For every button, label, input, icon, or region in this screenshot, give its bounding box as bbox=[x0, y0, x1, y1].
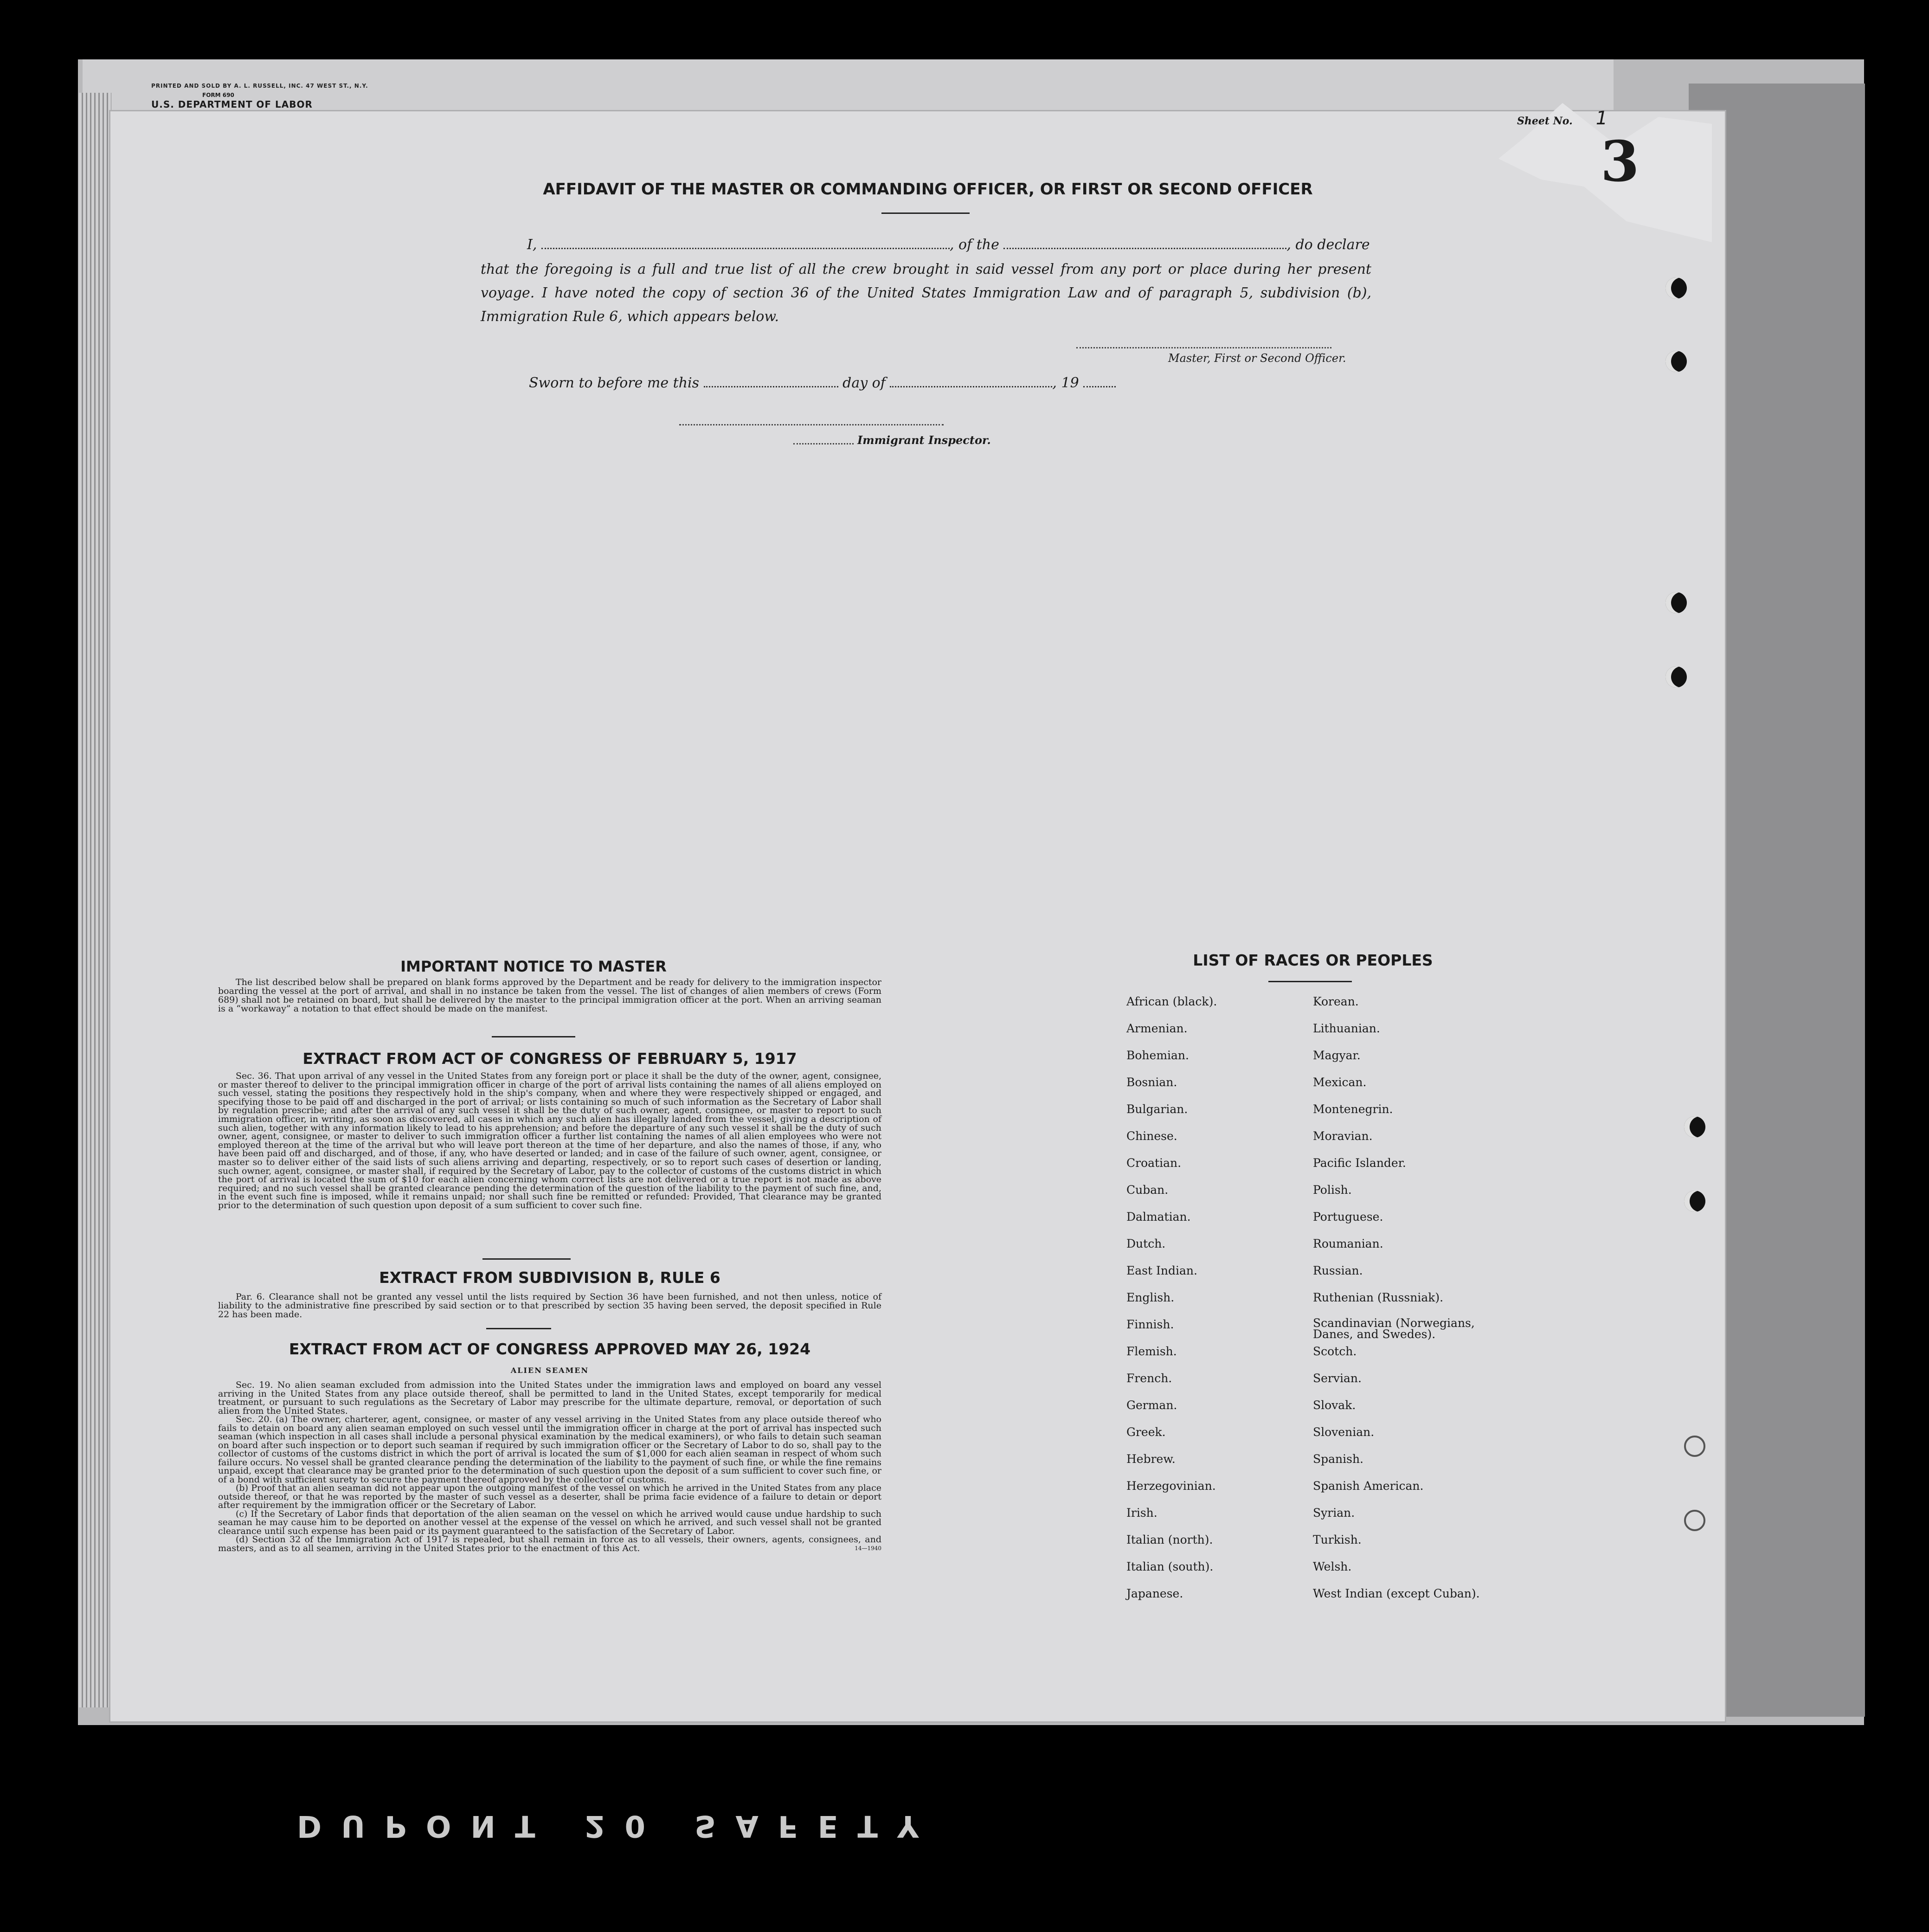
extract1-title: EXTRACT FROM ACT OF CONGRESS OF FEBRUARY 5, 1917 bbox=[302, 1050, 797, 1068]
divider bbox=[881, 213, 970, 214]
race-item: Cuban. bbox=[1126, 1183, 1169, 1197]
sworn-day-field[interactable] bbox=[704, 386, 838, 387]
notice-title: IMPORTANT NOTICE TO MASTER bbox=[400, 958, 667, 975]
extract1-text: Sec. 36. That upon arrival of any vessel in the United States from any foreign port or place it shall be the duty of the owner, agent, consignee, or master thereof to deliver to the principal immigration officer in charge of the port of arrival lists containing the names of all aliens employed on such vessel, stating the positions they respectively hold in the ship's company, when and where they were respectively shipped or engaged, and specifying those to be paid off and discharged in the port of arrival; or lists containing so much of such information as the Secretary of Labor shall by regulation prescribe; and after the arrival of any such vessel it shall be the duty of such owner, agent, consignee, or master to report to such immigration officer, in writing, as soon as discovered, all cases in which any such alien has illegally landed from the vessel, giving a description of such alien, together with any information likely to lead to his apprehension; and before the departure of any such vessel it shall be the duty of such owner, agent, consignee, or master to deliver to such immigration officer a further list containing the names of all alien employees who were not employed thereon at the time of the arrival but who will leave port thereon at the time of her departure, and also the names of those, if any, who have been paid off and discharged, and of those, if any, who have deserted or landed; and in case of the failure of such owner, agent, consignee, or master so to deliver either of the said lists of such aliens arriving and departing, respectively, or so to report such cases of desertion or landing, such owner, agent, consignee, or master shall, if required by the Secretary of Labor, pay to the collector of customs of the customs district in which the port of arrival is located the sum of $10 for each alien concerning whom correct lists are not delivered or a true report is not made as above required; and no such vessel shall be granted clearance pending the determination of the question of the liability to the payment of such fine, and, in the event such fine is imposed, while it remains unpaid; nor shall such fine be remitted or refunded: Provided, That clearance may be granted prior to the determination of such question upon deposit of a sum sufficient to cover such fine. bbox=[218, 1071, 881, 1211]
sheet-value: 1 bbox=[1595, 108, 1608, 129]
extract3-subtitle: ALIEN SEAMEN bbox=[510, 1366, 589, 1375]
race-item: German. bbox=[1126, 1398, 1177, 1412]
race-item: Armenian. bbox=[1126, 1022, 1188, 1035]
race-item: Italian (north). bbox=[1126, 1533, 1213, 1546]
affidavit-declaration-line bbox=[481, 237, 1371, 253]
affidavit-title: AFFIDAVIT OF THE MASTER OR COMMANDING OFFICER, OR FIRST OR SECOND OFFICER bbox=[543, 180, 1313, 199]
race-item: Mexican. bbox=[1313, 1075, 1367, 1089]
race-item: Polish. bbox=[1313, 1183, 1352, 1197]
extract3-title: EXTRACT FROM ACT OF CONGRESS APPROVED MAY 26, 1924 bbox=[289, 1340, 811, 1358]
notice-text: The list described below shall be prepared on blank forms approved by the Department and be ready for delivery to the immigration inspector boarding the vessel at the port of arrival, and shall in no instance be taken from the vessel. The list of changes of alien members of crews (Form 689) shall not be retained on board, but shall be delivered by the master to the principal immigration officer at the port. When an arriving seaman is a “workaway” a notation to that effect should be made on the manifest. bbox=[218, 977, 881, 1014]
race-item: Bosnian. bbox=[1126, 1075, 1177, 1089]
do-declare-label: , do declare bbox=[1286, 237, 1370, 253]
race-item: Irish. bbox=[1126, 1506, 1157, 1520]
race-item: Scandinavian (Norwegians, Danes, and Swedes). bbox=[1313, 1316, 1475, 1341]
divider bbox=[492, 1036, 575, 1037]
sworn-line bbox=[529, 375, 1116, 391]
race-item: Syrian. bbox=[1313, 1506, 1355, 1520]
race-item: French. bbox=[1126, 1372, 1172, 1385]
master-signature-label: Master, First or Second Officer. bbox=[1168, 352, 1346, 365]
race-item: West Indian (except Cuban). bbox=[1313, 1587, 1480, 1600]
divider bbox=[486, 1328, 551, 1329]
of-the-label: , of the bbox=[949, 237, 999, 253]
binder-hole bbox=[1684, 1116, 1705, 1138]
binder-hole bbox=[1665, 351, 1687, 372]
binder-hole bbox=[1665, 277, 1687, 299]
master-signature-line[interactable] bbox=[1076, 347, 1331, 348]
race-item: Magyar. bbox=[1313, 1049, 1361, 1062]
race-item: Spanish. bbox=[1313, 1452, 1364, 1466]
extract3-paragraph bbox=[218, 1535, 881, 1552]
vessel-field[interactable] bbox=[1003, 248, 1286, 249]
sheet-label: Sheet No. bbox=[1517, 115, 1573, 127]
page-stack-edge bbox=[79, 93, 111, 1707]
i-label: I, bbox=[527, 237, 537, 253]
printer-credit: PRINTED AND SOLD BY A. L. RUSSELL, INC. 47 WEST ST., N.Y. bbox=[151, 83, 368, 89]
extract3-paragraph: Sec. 20. (a) The owner, charterer, agent, consignee, or master of any vessel arriving in the United States from any place outside thereof who fails to detain on board any alien seaman employed on such vessel until the immigration officer in charge at the port of arrival has inspected such seaman (which inspection in all cases shall include a personal physical examination by the medical examiners), or who fails to detain such seaman on board after such inspection or to deport such seaman if required by such immigration officer or the Secretary of Labor to do so, shall pay to the collector of customs of the customs district in which the port of arrival is located the sum of $1,000 for each alien seaman in respect of whom such failure occurs. No vessel shall be granted clearance pending the determination of the liability to the payment of such fine, or while the fine remains unpaid, except that clearance may be granted prior to the determination of such question upon the deposit of a sum sufficient to cover such fine, or of a bond with sufficient surety to secure the payment thereof approved by the collector of customs. bbox=[218, 1414, 881, 1485]
race-item: Croatian. bbox=[1126, 1156, 1182, 1170]
race-item: Slovenian. bbox=[1313, 1425, 1375, 1439]
race-item: Herzegovinian. bbox=[1126, 1479, 1216, 1493]
binder-hole bbox=[1665, 592, 1687, 613]
sworn-label: Sworn to before me this bbox=[529, 375, 700, 391]
binder-hole bbox=[1665, 666, 1687, 688]
sworn-month-field[interactable] bbox=[890, 386, 1052, 387]
race-item: Finnish. bbox=[1126, 1318, 1174, 1331]
extract2-text: Par. 6. Clearance shall not be granted any vessel until the lists required by Section 36 have been furnished, and not then unless, notice of liability to the administrative fine prescribed by said section or to that prescribed by section 35 having been served, the deposit specified in Rule 22 has been made. bbox=[218, 1292, 881, 1320]
race-item: English. bbox=[1126, 1291, 1175, 1304]
race-item: Montenegrin. bbox=[1313, 1102, 1393, 1116]
day-of-label: day of bbox=[842, 375, 886, 391]
inspector-signature-line[interactable] bbox=[679, 424, 944, 425]
race-item: Welsh. bbox=[1313, 1560, 1352, 1573]
races-title: LIST OF RACES OR PEOPLES bbox=[1193, 951, 1433, 969]
inspector-label: Immigrant Inspector. bbox=[857, 433, 991, 447]
sheet-number bbox=[1517, 108, 1608, 129]
race-item: Spanish American. bbox=[1313, 1479, 1424, 1493]
form-number: FORM 690 bbox=[202, 92, 234, 98]
page-number: 3 bbox=[1601, 129, 1640, 194]
race-item: African (black). bbox=[1126, 995, 1217, 1008]
race-item: Greek. bbox=[1126, 1425, 1166, 1439]
race-item: Slovak. bbox=[1313, 1398, 1356, 1412]
sworn-year-field[interactable] bbox=[1083, 386, 1116, 387]
form-code: 14—1940 bbox=[855, 1545, 881, 1552]
race-item: East Indian. bbox=[1126, 1264, 1197, 1277]
extract3-last-paragraph: (d) Section 32 of the Immigration Act of 1917 is repealed, but shall remain in force as to all vessels, their owners, agents, consignees, and masters, and as to all seamen, arriving in the United States prior to the enactment of this Act. bbox=[218, 1534, 881, 1553]
inspector-signature-line-short bbox=[793, 443, 854, 444]
name-field[interactable] bbox=[541, 248, 950, 249]
binder-hole bbox=[1684, 1510, 1705, 1531]
extract3-paragraph: (c) If the Secretary of Labor finds that deportation of the alien seaman on the vessel on which he arrived would cause undue hardship to such seaman he may cause him to be deported on another vessel at the expense of the vessel on which he arrived, and such vessel shall not be granted clearance until such expense has been paid or its payment guaranteed to the satisfaction of the Secretary of Labor. bbox=[218, 1508, 881, 1536]
race-item: Portuguese. bbox=[1313, 1210, 1383, 1224]
extract3-text bbox=[218, 1381, 881, 1552]
race-item: Japanese. bbox=[1126, 1587, 1183, 1600]
race-item: Pacific Islander. bbox=[1313, 1156, 1406, 1170]
extract3-paragraph: Sec. 19. No alien seaman excluded from admission into the United States under the immigration laws and employed on board any vessel arriving in the United States from any place outside thereof, shall be permitted to land in the United States, except temporarily for medical treatment, or pursuant to such regulations as the Secretary of Labor may prescribe for the ultimate departure, removal, or deportation of such alien from the United States. bbox=[218, 1380, 881, 1416]
race-item: Lithuanian. bbox=[1313, 1022, 1380, 1035]
race-item: Turkish. bbox=[1313, 1533, 1362, 1546]
race-item: Servian. bbox=[1313, 1372, 1362, 1385]
race-item: Italian (south). bbox=[1126, 1560, 1214, 1573]
race-item: Roumanian. bbox=[1313, 1237, 1383, 1250]
race-item: Bulgarian. bbox=[1126, 1102, 1188, 1116]
race-item: Flemish. bbox=[1126, 1345, 1177, 1358]
race-item: Dutch. bbox=[1126, 1237, 1166, 1250]
divider bbox=[482, 1258, 571, 1260]
film-edge-imprint: DUPONT 20 SAFETY bbox=[297, 1809, 939, 1843]
extract3-paragraph: (b) Proof that an alien seaman did not appear upon the outgoing manifest of the vessel on which he arrived in the United States from any place outside thereof, or that he was reported by the master of such vessel as a deserter, shall be prima facie evidence of a failure to detain or deport after requirement by the immigration officer or the Secretary of Labor. bbox=[218, 1483, 881, 1510]
year-prefix: , 19 bbox=[1052, 375, 1079, 391]
race-item: Russian. bbox=[1313, 1264, 1363, 1277]
race-item: Chinese. bbox=[1126, 1129, 1177, 1143]
binder-hole bbox=[1684, 1191, 1705, 1212]
extract2-title: EXTRACT FROM SUBDIVISION B, RULE 6 bbox=[379, 1269, 720, 1287]
race-item: Moravian. bbox=[1313, 1129, 1373, 1143]
binder-hole bbox=[1684, 1436, 1705, 1457]
divider bbox=[1268, 981, 1352, 982]
affidavit-body: that the foregoing is a full and true list of all the crew brought in said vessel from any port or place during her present voyage. I have noted the copy of section 36 of the United States Immigration Law and of paragraph 5, subdivision (b), Immigration Rule 6, which appears below. bbox=[481, 261, 1371, 325]
race-item: Ruthenian (Russniak). bbox=[1313, 1291, 1444, 1304]
race-item: Bohemian. bbox=[1126, 1049, 1189, 1062]
race-item: Hebrew. bbox=[1126, 1452, 1176, 1466]
department-name: U.S. DEPARTMENT OF LABOR bbox=[151, 99, 313, 110]
race-item: Korean. bbox=[1313, 995, 1359, 1008]
race-item: Scotch. bbox=[1313, 1345, 1357, 1358]
race-item: Dalmatian. bbox=[1126, 1210, 1191, 1224]
